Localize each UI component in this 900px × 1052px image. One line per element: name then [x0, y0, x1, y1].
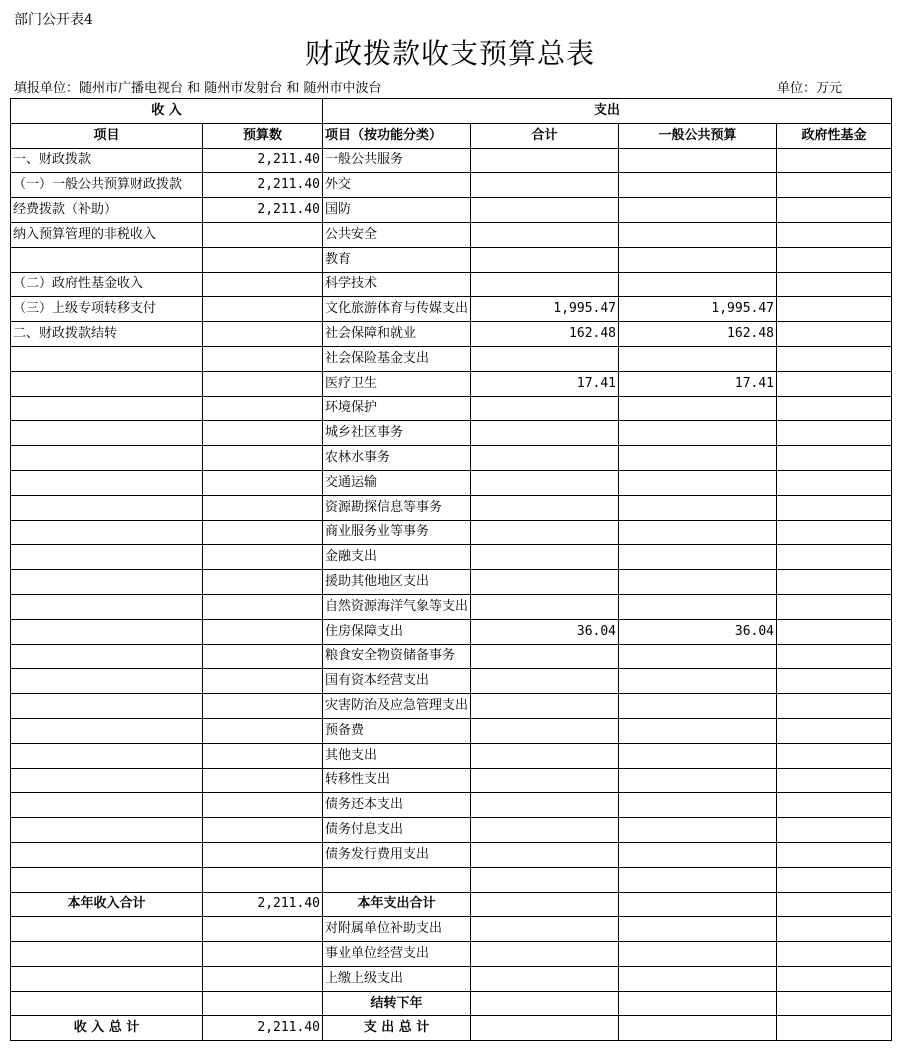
expense-total-cell — [471, 867, 619, 892]
table-row — [11, 470, 892, 495]
expense-general-cell — [619, 421, 777, 446]
col-header-budget: 预算数 — [203, 123, 323, 148]
income-budget-cell — [203, 917, 323, 942]
expense-item-cell: 转移性支出 — [323, 768, 471, 793]
table-row — [11, 917, 892, 942]
income-budget-cell — [203, 396, 323, 421]
expense-total-cell — [471, 917, 619, 942]
expense-general-cell: 36.04 — [619, 619, 777, 644]
income-item-cell — [11, 545, 203, 570]
expense-fund-cell — [777, 619, 892, 644]
expense-fund-cell — [777, 446, 892, 471]
expense-fund-cell — [777, 793, 892, 818]
column-header-row — [11, 123, 892, 148]
expense-item-cell: 公共安全 — [323, 222, 471, 247]
expense-item-cell: 环境保护 — [323, 396, 471, 421]
expense-general-cell — [619, 520, 777, 545]
expense-item-cell: 上缴上级支出 — [323, 966, 471, 991]
income-item-cell — [11, 371, 203, 396]
expense-total-cell — [471, 421, 619, 446]
expense-total-cell — [471, 446, 619, 471]
expense-total-cell — [471, 272, 619, 297]
expense-fund-cell — [777, 545, 892, 570]
expense-fund-cell — [777, 768, 892, 793]
expense-fund-cell — [777, 867, 892, 892]
income-item-cell — [11, 991, 203, 1016]
expense-fund-cell — [777, 1016, 892, 1041]
table-row — [11, 421, 892, 446]
expense-item-cell: 文化旅游体育与传媒支出 — [323, 297, 471, 322]
income-budget-cell: 2,211.40 — [203, 892, 323, 917]
expense-item-cell: 商业服务业等事务 — [323, 520, 471, 545]
expense-general-cell — [619, 247, 777, 272]
expense-general-cell — [619, 942, 777, 967]
expense-general-cell — [619, 917, 777, 942]
income-budget-cell — [203, 694, 323, 719]
table-row — [11, 272, 892, 297]
expense-total-cell — [471, 768, 619, 793]
col-header-fund: 政府性基金 — [777, 123, 892, 148]
income-item-cell — [11, 247, 203, 272]
income-budget-cell — [203, 594, 323, 619]
table-row — [11, 718, 892, 743]
col-header-function: 项目（按功能分类） — [323, 123, 471, 148]
expense-total-cell — [471, 247, 619, 272]
expense-fund-cell — [777, 942, 892, 967]
expense-total-cell — [471, 173, 619, 198]
expense-fund-cell — [777, 718, 892, 743]
expense-item-cell: 预备费 — [323, 718, 471, 743]
table-row — [11, 793, 892, 818]
expense-general-cell — [619, 545, 777, 570]
expense-general-cell — [619, 694, 777, 719]
expense-general-cell — [619, 272, 777, 297]
expense-item-cell: 住房保障支出 — [323, 619, 471, 644]
expense-general-cell — [619, 892, 777, 917]
expense-item-cell: 债务发行费用支出 — [323, 842, 471, 867]
expense-general-cell — [619, 396, 777, 421]
income-item-cell — [11, 570, 203, 595]
income-item-cell — [11, 793, 203, 818]
table-row — [11, 594, 892, 619]
table-row — [11, 867, 892, 892]
table-row — [11, 743, 892, 768]
currency-unit: 单位：万元 — [777, 81, 843, 96]
expense-item-cell: 国有资本经营支出 — [323, 669, 471, 694]
income-item-cell: 本年收入合计 — [11, 892, 203, 917]
expense-fund-cell — [777, 247, 892, 272]
income-item-cell — [11, 743, 203, 768]
income-budget-cell — [203, 842, 323, 867]
expense-total-cell: 1,995.47 — [471, 297, 619, 322]
income-budget-cell — [203, 818, 323, 843]
expense-general-cell — [619, 867, 777, 892]
table-row — [11, 570, 892, 595]
expense-item-cell: 科学技术 — [323, 272, 471, 297]
table-row — [11, 371, 892, 396]
expense-fund-cell — [777, 966, 892, 991]
income-item-cell — [11, 694, 203, 719]
income-item-cell — [11, 669, 203, 694]
expense-fund-cell — [777, 644, 892, 669]
income-budget-cell — [203, 470, 323, 495]
col-header-total: 合计 — [471, 123, 619, 148]
income-budget-cell — [203, 371, 323, 396]
filler-unit-line: 填报单位：随州市广播电视台 和 随州市发射台 和 随州市中波台 — [14, 81, 382, 96]
expense-item-cell: 国防 — [323, 198, 471, 223]
expense-item-cell: 事业单位经营支出 — [323, 942, 471, 967]
expense-general-cell — [619, 793, 777, 818]
expense-general-cell — [619, 718, 777, 743]
expense-general-cell — [619, 743, 777, 768]
income-budget-cell — [203, 520, 323, 545]
expense-general-cell — [619, 173, 777, 198]
expense-item-cell: 债务付息支出 — [323, 818, 471, 843]
expense-general-cell — [619, 198, 777, 223]
expense-total-cell — [471, 644, 619, 669]
income-budget-cell — [203, 421, 323, 446]
income-item-cell — [11, 421, 203, 446]
expense-general-cell — [619, 470, 777, 495]
income-budget-cell — [203, 495, 323, 520]
income-item-cell — [11, 818, 203, 843]
income-item-cell — [11, 594, 203, 619]
col-header-general: 一般公共预算 — [619, 123, 777, 148]
expense-general-cell — [619, 818, 777, 843]
expense-fund-cell — [777, 892, 892, 917]
expense-general-cell — [619, 768, 777, 793]
income-item-cell — [11, 718, 203, 743]
expense-fund-cell — [777, 470, 892, 495]
income-budget-cell — [203, 446, 323, 471]
expense-item-cell: 自然资源海洋气象等支出 — [323, 594, 471, 619]
expense-fund-cell — [777, 396, 892, 421]
income-budget-cell — [203, 222, 323, 247]
expense-header: 支出 — [323, 99, 892, 124]
expense-fund-cell — [777, 818, 892, 843]
income-budget-cell — [203, 942, 323, 967]
table-row — [11, 222, 892, 247]
expense-total-cell — [471, 743, 619, 768]
expense-total-cell — [471, 991, 619, 1016]
expense-item-cell: 农林水事务 — [323, 446, 471, 471]
income-item-cell — [11, 495, 203, 520]
expense-general-cell — [619, 991, 777, 1016]
expense-fund-cell — [777, 842, 892, 867]
expense-total-cell — [471, 793, 619, 818]
table-row — [11, 768, 892, 793]
expense-fund-cell — [777, 917, 892, 942]
income-item-cell: （一）一般公共预算财政拨款 — [11, 173, 203, 198]
document-label: 部门公开表4 — [14, 12, 93, 28]
table-row — [11, 520, 892, 545]
expense-fund-cell — [777, 743, 892, 768]
expense-item-cell: 一般公共服务 — [323, 148, 471, 173]
expense-fund-cell — [777, 594, 892, 619]
table-row — [11, 644, 892, 669]
table-row — [11, 446, 892, 471]
col-header-item: 项目 — [11, 123, 203, 148]
income-budget-cell — [203, 966, 323, 991]
expense-item-cell: 社会保险基金支出 — [323, 346, 471, 371]
income-budget-cell — [203, 669, 323, 694]
income-item-cell — [11, 842, 203, 867]
expense-general-cell — [619, 594, 777, 619]
income-budget-cell — [203, 272, 323, 297]
income-item-cell — [11, 619, 203, 644]
table-row — [11, 173, 892, 198]
expense-fund-cell — [777, 991, 892, 1016]
expense-general-cell — [619, 842, 777, 867]
income-budget-cell — [203, 991, 323, 1016]
expense-total-cell — [471, 148, 619, 173]
expense-general-cell — [619, 966, 777, 991]
table-row — [11, 966, 892, 991]
expense-item-cell: 援助其他地区支出 — [323, 570, 471, 595]
income-item-cell — [11, 446, 203, 471]
section-header-row — [11, 99, 892, 124]
table-row — [11, 942, 892, 967]
expense-item-cell: 灾害防治及应急管理支出 — [323, 694, 471, 719]
expense-general-cell — [619, 148, 777, 173]
expense-general-cell: 1,995.47 — [619, 297, 777, 322]
income-budget-cell: 2,211.40 — [203, 173, 323, 198]
table-row — [11, 495, 892, 520]
expense-general-cell — [619, 346, 777, 371]
expense-total-cell — [471, 495, 619, 520]
table-row — [11, 297, 892, 322]
expense-total-cell — [471, 818, 619, 843]
table-row — [11, 818, 892, 843]
income-item-cell: （三）上级专项转移支付 — [11, 297, 203, 322]
expense-fund-cell — [777, 148, 892, 173]
income-budget-cell — [203, 570, 323, 595]
table-row — [11, 991, 892, 1016]
expense-fund-cell — [777, 322, 892, 347]
expense-item-cell: 债务还本支出 — [323, 793, 471, 818]
income-budget-cell — [203, 247, 323, 272]
expense-item-cell: 资源勘探信息等事务 — [323, 495, 471, 520]
income-item-cell — [11, 644, 203, 669]
income-item-cell: 纳入预算管理的非税收入 — [11, 222, 203, 247]
income-item-cell — [11, 520, 203, 545]
page-title: 财政拨款收支预算总表 — [304, 37, 595, 70]
income-item-cell: 一、财政拨款 — [11, 148, 203, 173]
expense-general-cell — [619, 570, 777, 595]
expense-general-cell — [619, 446, 777, 471]
expense-total-cell — [471, 545, 619, 570]
expense-total-cell — [471, 1016, 619, 1041]
income-budget-cell — [203, 297, 323, 322]
expense-fund-cell — [777, 669, 892, 694]
income-budget-cell — [203, 545, 323, 570]
table-row — [11, 694, 892, 719]
table-row — [11, 842, 892, 867]
expense-fund-cell — [777, 694, 892, 719]
income-budget-cell: 2,211.40 — [203, 198, 323, 223]
expense-fund-cell — [777, 495, 892, 520]
table-row — [11, 619, 892, 644]
expense-total-cell — [471, 694, 619, 719]
expense-total-cell — [471, 346, 619, 371]
expense-item-cell: 交通运输 — [323, 470, 471, 495]
expense-fund-cell — [777, 198, 892, 223]
expense-item-cell: 教育 — [323, 247, 471, 272]
income-item-cell — [11, 942, 203, 967]
expense-fund-cell — [777, 346, 892, 371]
expense-fund-cell — [777, 371, 892, 396]
table-row — [11, 545, 892, 570]
expense-fund-cell — [777, 297, 892, 322]
expense-item-cell: 金融支出 — [323, 545, 471, 570]
income-item-cell — [11, 346, 203, 371]
table-row — [11, 1016, 892, 1041]
income-budget-cell — [203, 867, 323, 892]
expense-general-cell — [619, 495, 777, 520]
income-item-cell: 收 入 总 计 — [11, 1016, 203, 1041]
income-budget-cell — [203, 322, 323, 347]
expense-item-cell: 对附属单位补助支出 — [323, 917, 471, 942]
expense-total-cell — [471, 396, 619, 421]
expense-total-cell: 17.41 — [471, 371, 619, 396]
income-item-cell — [11, 396, 203, 421]
expense-general-cell — [619, 222, 777, 247]
expense-total-cell — [471, 470, 619, 495]
expense-item-cell: 外交 — [323, 173, 471, 198]
table-row — [11, 148, 892, 173]
expense-item-cell: 粮食安全物资储备事务 — [323, 644, 471, 669]
expense-item-cell: 本年支出合计 — [323, 892, 471, 917]
expense-general-cell: 17.41 — [619, 371, 777, 396]
expense-total-cell — [471, 198, 619, 223]
income-item-cell — [11, 867, 203, 892]
income-budget-cell — [203, 644, 323, 669]
income-item-cell: 二、财政拨款结转 — [11, 322, 203, 347]
expense-general-cell — [619, 1016, 777, 1041]
table-row — [11, 892, 892, 917]
income-item-cell — [11, 966, 203, 991]
expense-general-cell — [619, 669, 777, 694]
income-budget-cell — [203, 346, 323, 371]
expense-item-cell: 城乡社区事务 — [323, 421, 471, 446]
income-item-cell — [11, 917, 203, 942]
expense-fund-cell — [777, 222, 892, 247]
expense-fund-cell — [777, 421, 892, 446]
expense-general-cell — [619, 644, 777, 669]
expense-total-cell — [471, 842, 619, 867]
income-budget-cell — [203, 743, 323, 768]
income-item-cell: （二）政府性基金收入 — [11, 272, 203, 297]
expense-total-cell — [471, 594, 619, 619]
expense-total-cell — [471, 942, 619, 967]
income-item-cell — [11, 470, 203, 495]
expense-total-cell: 36.04 — [471, 619, 619, 644]
table-row — [11, 198, 892, 223]
budget-table — [10, 98, 892, 1041]
expense-item-cell: 社会保障和就业 — [323, 322, 471, 347]
table-row — [11, 247, 892, 272]
expense-total-cell — [471, 669, 619, 694]
income-item-cell: 经费拨款（补助） — [11, 198, 203, 223]
income-budget-cell — [203, 619, 323, 644]
table-row — [11, 322, 892, 347]
income-budget-cell — [203, 768, 323, 793]
expense-total-cell — [471, 520, 619, 545]
expense-item-cell: 其他支出 — [323, 743, 471, 768]
expense-item-cell — [323, 867, 471, 892]
expense-total-cell — [471, 966, 619, 991]
income-header: 收 入 — [11, 99, 323, 124]
income-budget-cell — [203, 718, 323, 743]
expense-item-cell: 结转下年 — [323, 991, 471, 1016]
expense-total-cell — [471, 718, 619, 743]
expense-fund-cell — [777, 173, 892, 198]
income-budget-cell: 2,211.40 — [203, 148, 323, 173]
income-budget-cell — [203, 793, 323, 818]
expense-fund-cell — [777, 520, 892, 545]
table-row — [11, 346, 892, 371]
expense-total-cell — [471, 222, 619, 247]
table-row — [11, 669, 892, 694]
expense-fund-cell — [777, 570, 892, 595]
table-row — [11, 396, 892, 421]
expense-total-cell — [471, 892, 619, 917]
income-item-cell — [11, 768, 203, 793]
expense-fund-cell — [777, 272, 892, 297]
expense-general-cell: 162.48 — [619, 322, 777, 347]
expense-total-cell — [471, 570, 619, 595]
expense-item-cell: 医疗卫生 — [323, 371, 471, 396]
expense-total-cell: 162.48 — [471, 322, 619, 347]
income-budget-cell: 2,211.40 — [203, 1016, 323, 1041]
expense-item-cell: 支 出 总 计 — [323, 1016, 471, 1041]
